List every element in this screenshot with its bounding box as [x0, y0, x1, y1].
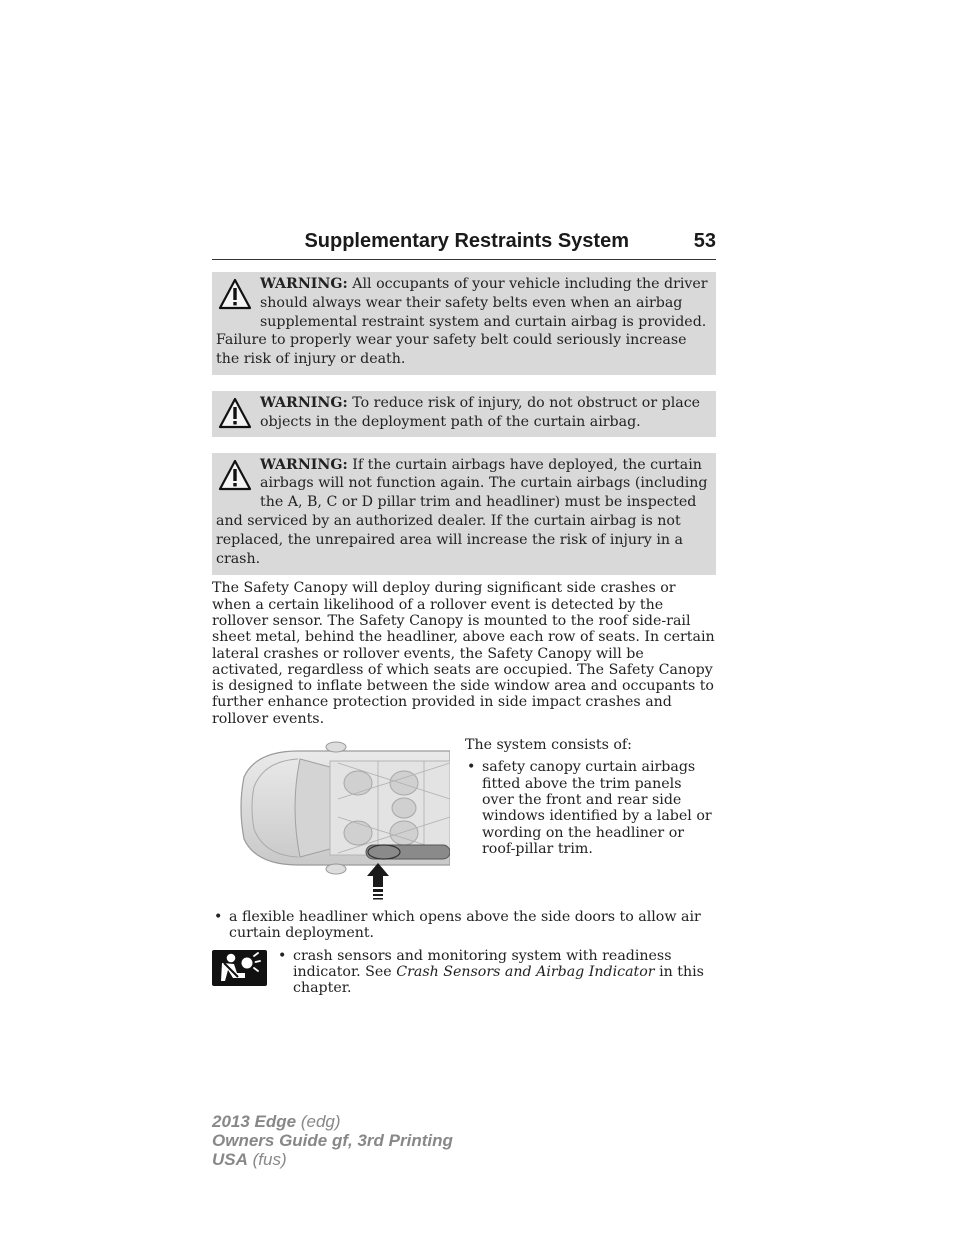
page-number: 53 — [693, 230, 716, 252]
footer-region-code: (fus) — [247, 1150, 287, 1169]
system-figure-row — [212, 737, 716, 909]
warning-box — [212, 272, 716, 375]
system-intro: The system consists of: — [465, 737, 632, 754]
footer-region: USA — [212, 1150, 248, 1169]
footer-line — [212, 1131, 453, 1150]
cross-reference-link[interactable]: Crash Sensors and Airbag Indicator — [396, 963, 655, 980]
warning-label: WARNING: — [260, 456, 348, 473]
system-description — [465, 737, 717, 857]
footer-guide: Owners Guide gf, 3rd Printing — [212, 1131, 453, 1150]
list-item: • safety canopy curtain airbags fitted above the trim panels over the front and rear side windows identified by a label or wording on the headliner or roof-pillar trim. — [465, 759, 717, 857]
warning-triangle-icon — [218, 396, 252, 432]
warning-label: WARNING: — [260, 276, 348, 292]
safety-canopy-paragraph: The Safety Canopy will deploy during significant side crashes or when a certain likelihood of a rollover event is detected by the rollover sensor. The Safety Canopy is mounted to the roof side-rail sheet metal, behind the headliner, above each row of seats. In certain lateral crashes or rollover events, the Safety Canopy will be activated, regardless of which seats are occupied. The Safety Canopy is designed to inflate between the side window area and occupants to further enhance protection provided in side impact crashes and rollover events. — [212, 580, 715, 727]
bullet-text: in this chapter. — [293, 963, 704, 997]
system-list-continued — [212, 909, 716, 942]
warning-box — [212, 453, 716, 576]
system-list-final — [276, 948, 716, 997]
footer-line — [212, 1112, 453, 1131]
airbag-indicator-icon — [212, 950, 267, 986]
bullet-text: crash sensors and monitoring system with readiness indicator. See — [293, 947, 672, 980]
system-list — [465, 759, 717, 857]
footer-line — [212, 1150, 453, 1169]
warning-text: If the curtain airbags have deployed, the curtain airbags will not function again. The curtain airbags (including the A, B, C or D pillar trim and headliner) must be inspected and serviced by an authorized dealer. If the curtain airbag is not replaced, the unrepaired area will increase the risk of injury in a crash. — [216, 456, 708, 567]
indicator-row — [212, 948, 716, 1008]
footer-model-code: (edg) — [296, 1112, 341, 1131]
warning-label: WARNING: — [260, 394, 348, 411]
warning-box — [212, 391, 716, 437]
list-item — [276, 948, 716, 997]
section-title: Supplementary Restraints System — [304, 230, 629, 252]
page-header — [212, 228, 716, 260]
manual-page — [212, 228, 716, 1008]
list-item: • a flexible headliner which opens above the side doors to allow air curtain deployment. — [212, 909, 716, 942]
warning-text: All occupants of your vehicle including the driver should always wear their safety belts even when an airbag supplemental restraint system and curtain airbag is provided. Failure to properly wear your safety belt could seriously increase the risk of injury or death. — [216, 276, 708, 368]
warning-triangle-icon — [218, 277, 252, 313]
warning-triangle-icon — [218, 458, 252, 494]
footer-model: 2013 Edge — [212, 1112, 297, 1131]
vehicle-top-view-illustration — [238, 737, 450, 905]
page-footer — [212, 1112, 453, 1169]
warning-text: To reduce risk of injury, do not obstruct or place objects in the deployment path of the curtain airbag. — [260, 394, 701, 430]
